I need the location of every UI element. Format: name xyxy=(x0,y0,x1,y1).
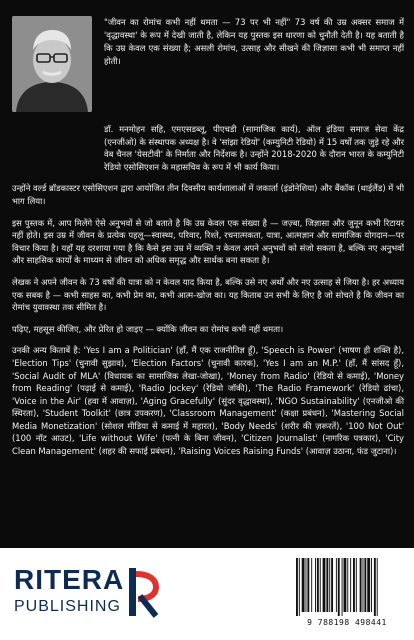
footer-strip xyxy=(0,548,414,640)
author-bio-continued: उन्होंने वर्ल्ड ब्रॉडकास्टर एसोसिएशन द्वारा आयोजित तीन दिवसीय कार्यशालाओं में जकार्ता (इंडोनेशिया) और बैंकॉक (थाईलैंड) में भी भाग लिया। xyxy=(12,183,404,206)
publisher-name: RITERA xyxy=(14,564,125,595)
isbn-number: 9 788198 498441 xyxy=(307,618,387,627)
publisher-mark-icon xyxy=(126,566,160,618)
author-photo xyxy=(12,16,92,112)
other-books-list: उनकी अन्य किताबें है: 'Yes I am a Politician' (हाँ, मैं एक राजनीतिज्ञ हूँ), 'Speech is Power' (भाषण ही शक्ति है), 'Election Tips' (चुनावी सुझाव), 'Election Factors' (चुनावी कारक), 'Yes I am an M.P.' (हाँ, मैं सांसद हूँ), 'Social Audit of MLA' (विधायक का सामाजिक लेखा-जोखा), 'Money from Radio' (रेडियो से कमाई), 'Money from Reading' (पढ़ाई से कमाई), 'Radio Jockey' (रेडियो जॉकी), 'The Radio Framework' (रेडियो ढांचा), 'Voice in the Air' (हवा में आवाज़), 'Aging Gracefully' (सुंदर वृद्धावस्था), 'NGO Sustainability' (एनजीओ की स्थिरता), 'Student Toolkit' (छात्र उपकरण), 'Classroom Management' (कक्षा प्रबंधन), 'Mastering Social Media Monetization' (सोशल मीडिया से कमाई में महारत), 'Body Needs' (शरीर की ज़रूरतें), '100 Not Out' (100 नॉट आउट), 'Life without Wife' (पत्नी के बिना जीवन), 'Citizen Journalist' (नागरिक पत्रकार), 'City Clean Management' (शहर की सफाई प्रबंधन), 'Raising Voices Raising Funds' (आवाज़ उठाना, फंड जुटाना)। xyxy=(12,345,404,457)
barcode-bars xyxy=(292,556,402,616)
author-bio: डॉ. मनमोहन सहि, एमएसडब्लू, पीएचडी (सामाजिक कार्य), ऑल इंडिया समाज सेवा केंद्र (एनजीओ) के संस्थापक अध्यक्ष है। वे 'सांझा रेडियो' (कम्युनिटी रेडियो) में 15 वर्षों तक जुड़े रहे और वेब चैनल 'येसटीवी' के निर्माता और निर्देशक है। उन्होंने 2018-2020 के दौरान भारत के कम्युनिटी रेडियो एसोसिएशन के महासचिव के रूप में भी कार्य किया। xyxy=(104,124,404,172)
about-book-paragraph: इस पुस्तक में, आप मिलेंगे ऐसे अनुभवों से जो बताते है कि उम्र केवल एक संख्या है — जज़्बा, जिज्ञासा और जुनून कभी रिटायर नहीं होते। इस उम्र में जीवन के प्रत्येक पहलू—स्वास्थ्य, परिवार, रिश्ते, रचनात्मकता, यात्रा, आत्मज्ञान और सामाजिक योगदान—पर विचार किया है। यहाँ यह दरशाया गया है कि कैसे इस उम्र में व्यक्ति न केवल अपने अनुभवों को संजो सकता है, बल्कि नए अनुभवों और साहसिक कार्यों के माध्यम से जीवन को अधिक समृद्ध और सार्थक बना सकता है। xyxy=(12,217,404,266)
author-journey-paragraph: लेखक ने अपने जीवन के 73 वर्षों की यात्रा को न केवल याद किया है, बल्कि उसे नए अर्थों और नए उत्साह से जिया है। हर अध्याय एक सबक है — कभी साहस का, कभी प्रेम का, कभी आत्म-खोज का। यह किताब उन सभी के लिए है जो सोचते है कि जीवन का रोमांच युवावस्था तक सीमित है। xyxy=(12,276,404,313)
publisher-logo xyxy=(14,562,164,626)
isbn-barcode xyxy=(292,556,402,632)
publisher-subtitle: PUBLISHING xyxy=(14,598,121,615)
call-to-read: पढ़िए, महसूस कीजिए, और प्रेरित हो जाइए — क्योंकि जीवन का रोमांच कभी नहीं थमता। xyxy=(12,323,284,334)
cover-body-text xyxy=(12,123,404,467)
intro-quote: "जीवन का रोमांच कभी नहीं थमता — 73 पर भी नहीं" 73 वर्ष की उम्र अक्सर समाज में 'वृद्धावस्था' के रूप में देखी जाती है, लेकिन यह पुस्तक इस धारणा को चुनौती देती है। यह बताती है कि उम्र केवल एक संख्या है; असली रोमांच, उत्साह और सीखने की जिज्ञासा कभी भी समाप्त नहीं होती। xyxy=(104,17,404,66)
